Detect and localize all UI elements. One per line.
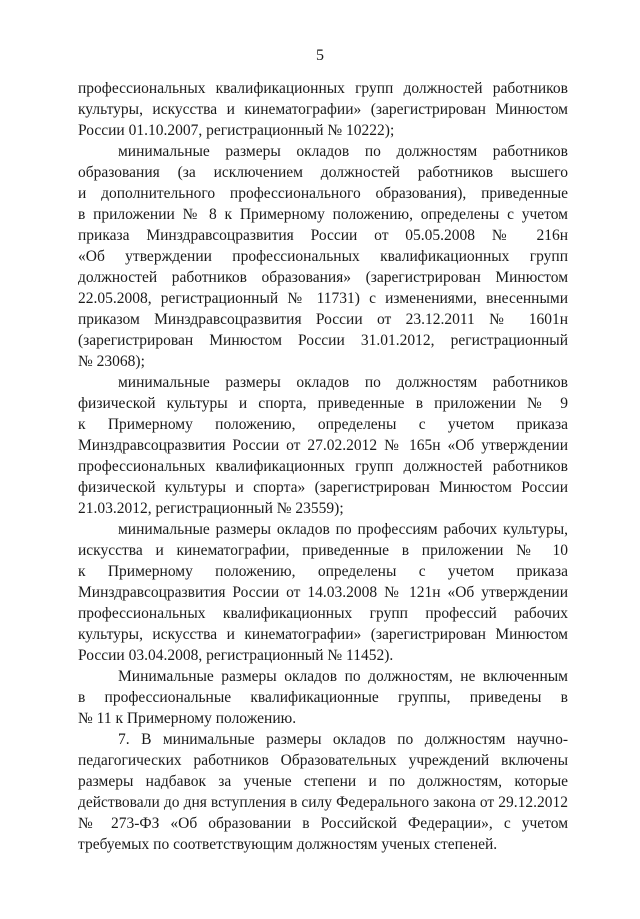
text-line: образования (за исключением должностей работников высшего <box>78 164 568 181</box>
text-line: минимальные размеры окладов по должностям работников <box>118 143 568 160</box>
text-line: требуемых по соответствующим должностям ученых степеней. <box>78 836 498 853</box>
text-line: профессиональных квалификационных групп должностей работников <box>78 458 568 475</box>
text-line: № 11 к Примерному положению. <box>78 710 297 727</box>
text-line: размеры надбавок за ученые степени и по должностям, которые <box>78 773 568 790</box>
text-line: в профессиональные квалификационные группы, приведены в <box>78 689 568 706</box>
text-line: приказа Минздравсоцразвития России от 05.05.2008 № 216н <box>78 227 568 244</box>
text-line: профессиональных квалификационных групп профессий рабочих <box>78 605 568 622</box>
text-line: физической культуры и спорта, приведенные в приложении № 9 <box>78 395 568 412</box>
document-body <box>78 78 568 855</box>
paragraph-2 <box>78 141 568 372</box>
text-line: искусства и кинематографии, приведенные в приложении № 10 <box>78 542 568 559</box>
text-line: Минздравсоцразвития России от 14.03.2008 № 121н «Об утверждении <box>78 584 568 601</box>
text-line: Минимальные размеры окладов по должностям, не включенным <box>118 668 568 685</box>
text-line: физической культуры и спорта» (зарегистрирован Минюстом России <box>78 479 568 496</box>
page-number: 5 <box>316 47 324 64</box>
text-line: к Примерному положению, определены с учетом приказа <box>78 416 568 433</box>
text-line: в приложении № 8 к Примерному положению, определены с учетом <box>78 206 568 223</box>
paragraph-5 <box>78 666 568 729</box>
text-line: № 273-ФЗ «Об образовании в Российской Федерации», с учетом <box>78 815 568 832</box>
text-line: педагогических работников Образовательных учреждений включены <box>78 752 568 769</box>
text-line: действовали до дня вступления в силу Федерального закона от 29.12.2012 <box>78 794 568 811</box>
text-line: к Примерному положению, определены с учетом приказа <box>78 563 568 580</box>
text-line: должностей работников образования» (зарегистрирован Минюстом <box>78 269 568 286</box>
text-line: культуры, искусства и кинематографии» (зарегистрирован Минюстом <box>78 626 568 643</box>
text-line: 21.03.2012, регистрационный № 23559); <box>78 500 344 517</box>
text-line: России 03.04.2008, регистрационный № 11452). <box>78 647 394 664</box>
text-line: минимальные размеры окладов по профессиям рабочих культуры, <box>118 521 568 538</box>
text-line: минимальные размеры окладов по должностям работников <box>118 374 568 391</box>
paragraph-3 <box>78 372 568 519</box>
text-line: № 23068); <box>78 353 145 370</box>
text-line: культуры, искусства и кинематографии» (зарегистрирован Минюстом <box>78 101 568 118</box>
text-line: и дополнительного профессионального образования), приведенные <box>78 185 568 202</box>
text-line: Минздравсоцразвития России от 27.02.2012 № 165н «Об утверждении <box>78 437 568 454</box>
paragraph-1 <box>78 78 568 141</box>
paragraph-6 <box>78 729 568 855</box>
text-line: «Об утверждении профессиональных квалификационных групп <box>78 248 568 265</box>
text-line: профессиональных квалификационных групп должностей работников <box>78 80 568 97</box>
text-line: приказом Минздравсоцразвития России от 23.12.2011 № 1601н <box>78 311 568 328</box>
text-line: 7. В минимальные размеры окладов по должностям научно- <box>118 731 568 748</box>
text-line: (зарегистрирован Минюстом России 31.01.2012, регистрационный <box>78 332 568 349</box>
text-line: России 01.10.2007, регистрационный № 10222); <box>78 122 395 139</box>
paragraph-4 <box>78 519 568 666</box>
text-line: 22.05.2008, регистрационный № 11731) с изменениями, внесенными <box>78 290 568 307</box>
